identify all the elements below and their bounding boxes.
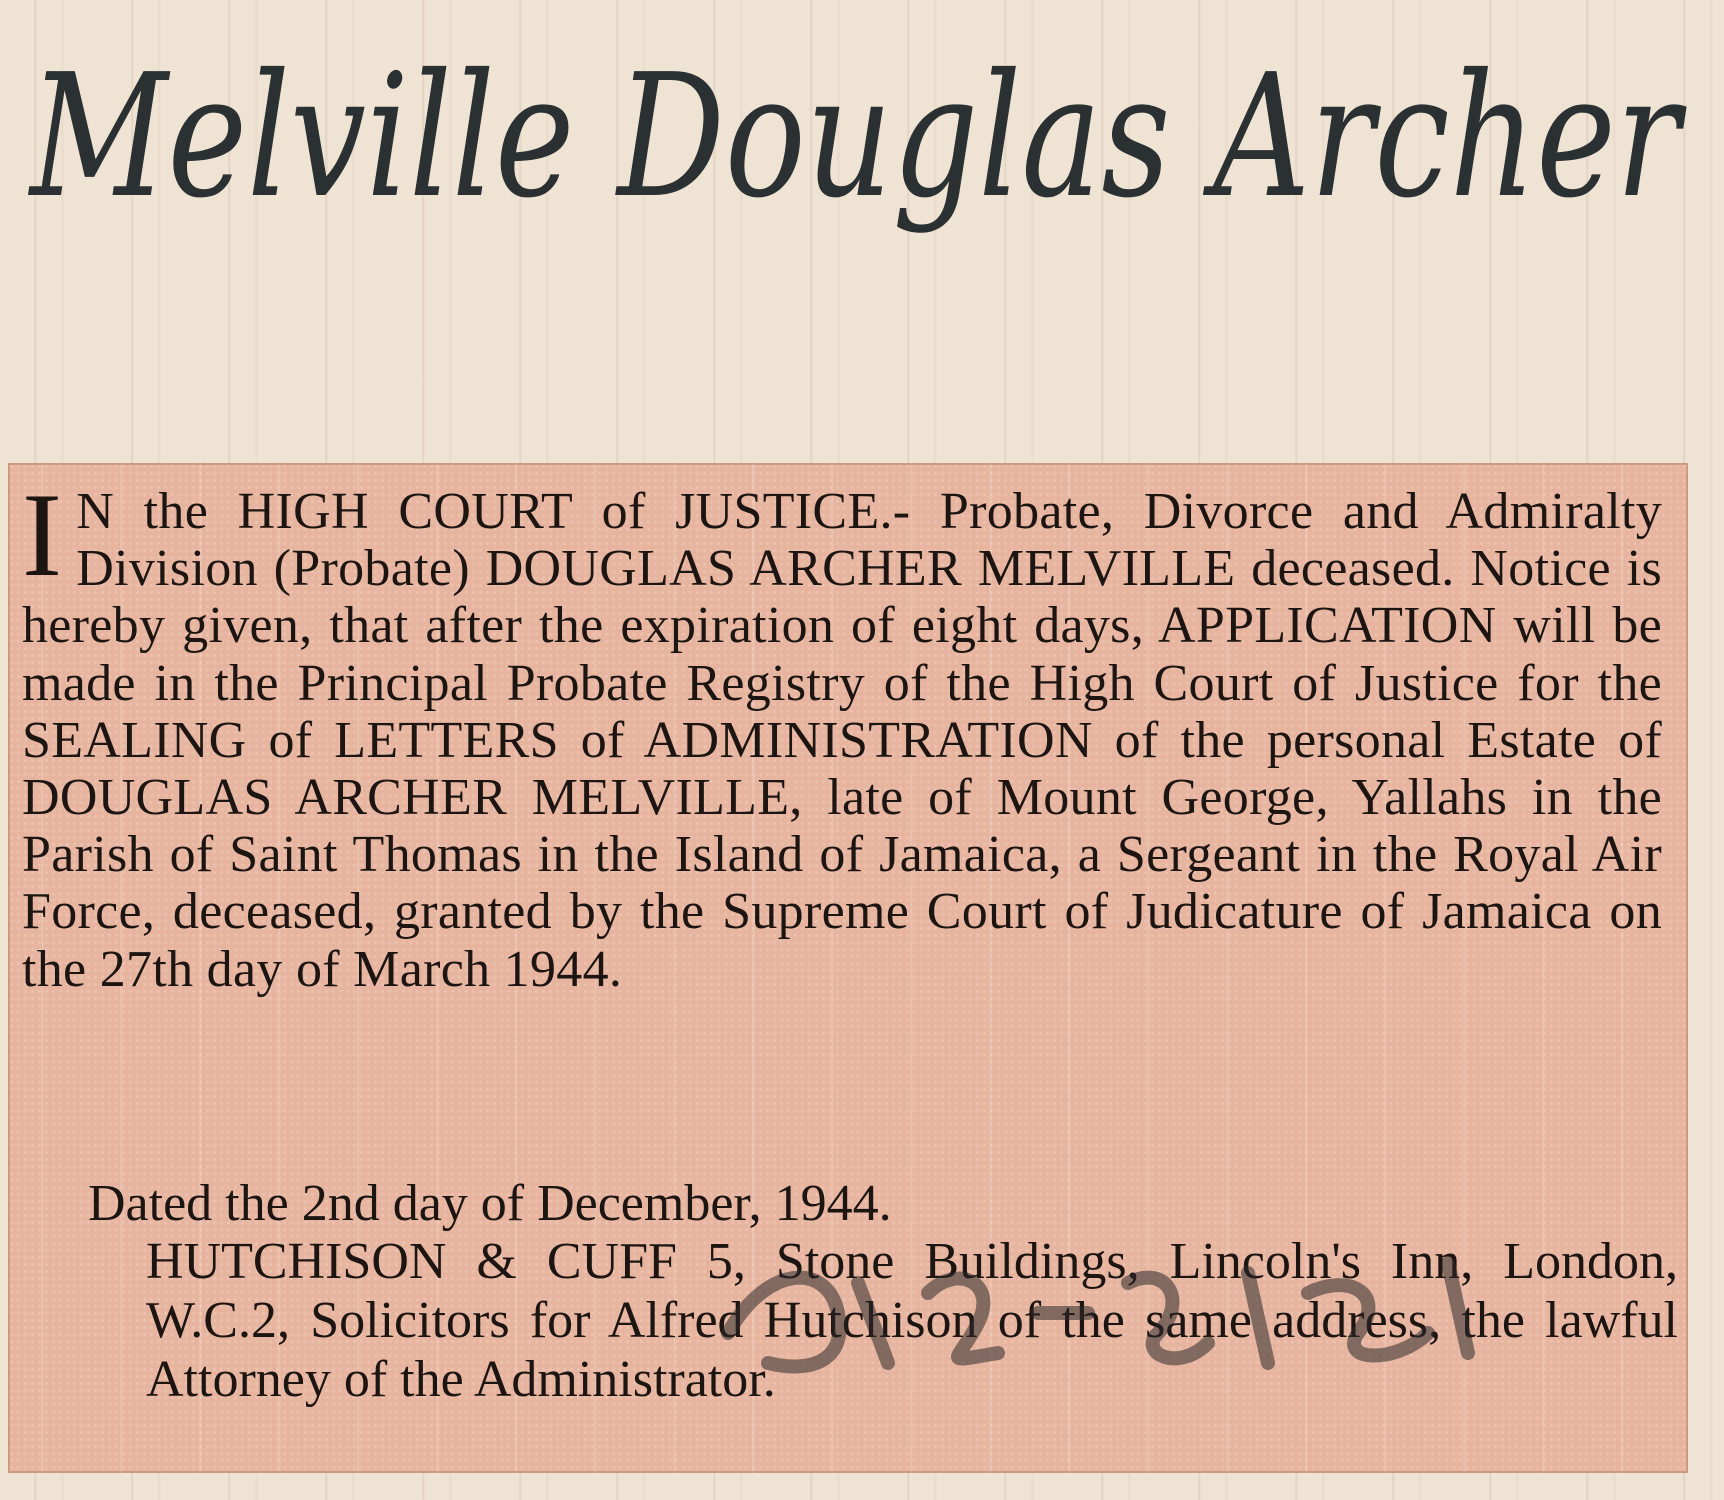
handwritten-name-text: Melville Douglas Archer <box>27 38 1687 236</box>
handwritten-name-signature <box>20 20 1700 310</box>
handwritten-name-graphic <box>20 20 1700 310</box>
notice-drop-cap: I <box>22 468 63 601</box>
newspaper-clipping <box>8 463 1688 1473</box>
notice-paragraph <box>22 468 1662 998</box>
notice-dated-line: Dated the 2nd day of December, 1944. <box>88 1175 892 1232</box>
notice-solicitors <box>88 1232 1678 1409</box>
solicitors-text: HUTCHISON & CUFF 5, Stone Buildings, Lincoln's Inn, London, W.C.2, Solicitors for Alfred Hutchison of the same address, the lawful Attorney of the Administrator. <box>146 1233 1678 1408</box>
notice-body: N the HIGH COURT of JUSTICE.- Probate, Divorce and Admiralty Division (Probate) DOUGLAS ARCHER MELVILLE deceased. Notice is hereby given, that after the expiration of eight days, APPLICATION will be made in the Principal Probate Registry of the High Court of Justice for the SEALING of LETTERS of ADMINISTRATION of the personal Estate of DOUGLAS ARCHER MELVILLE, late of Mount George, Yallahs in the Parish of Saint Thomas in the Island of Jamaica, a Sergeant in the Royal Air Force, deceased, granted by the Supreme Court of Judicature of Jamaica on the 27th day of March 1944. <box>22 483 1662 998</box>
